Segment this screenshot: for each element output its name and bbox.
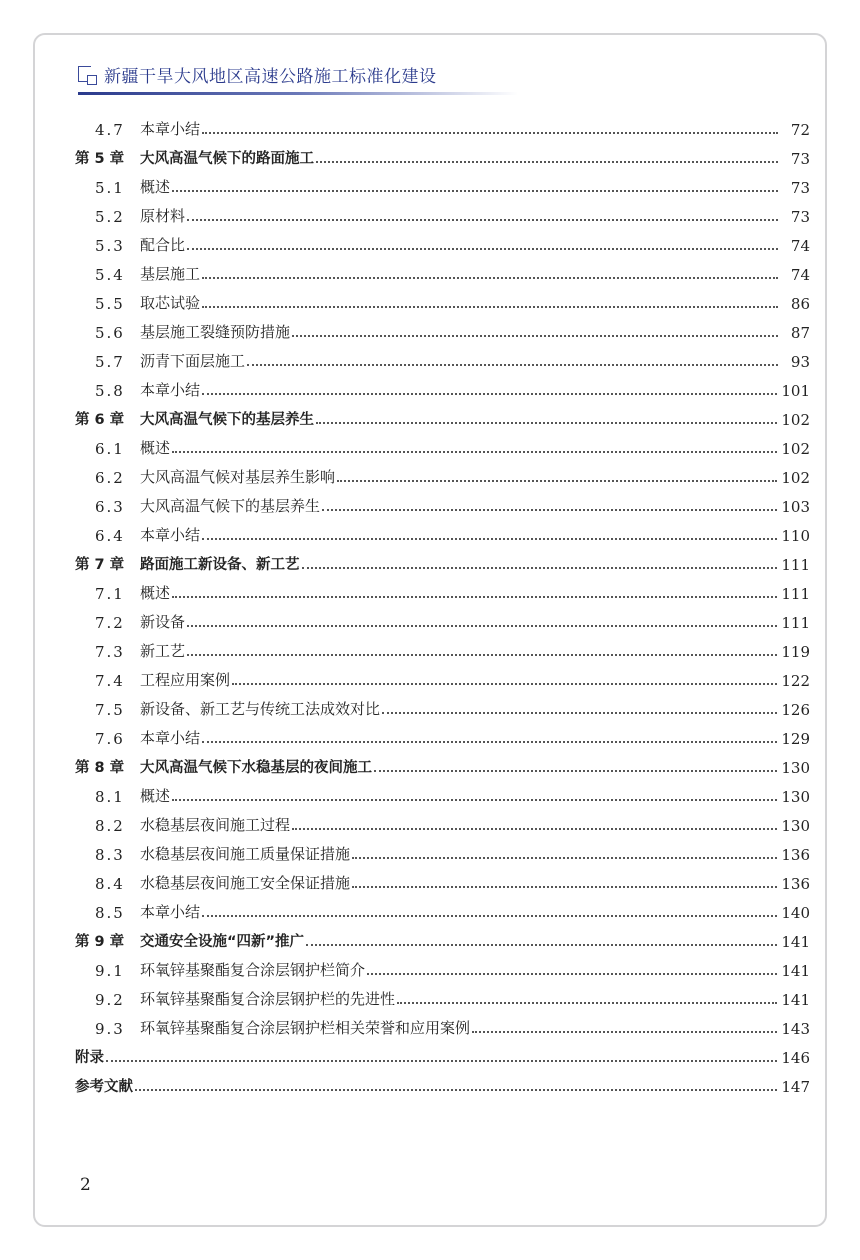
entry-number: 6.1: [95, 440, 125, 458]
entry-page: 111: [781, 556, 810, 574]
toc-section-entry: [75, 458, 810, 487]
entry-page: 126: [781, 701, 810, 719]
entry-number: 7.1: [95, 585, 125, 603]
entry-title: 大风高温气候下的基层养生: [140, 497, 321, 515]
dot-leader: [202, 741, 777, 743]
entry-number: 第 7 章: [75, 557, 125, 573]
toc-chapter-entry: [75, 400, 810, 429]
entry-title: 本章小结: [140, 526, 201, 544]
entry-page: 140: [781, 904, 810, 922]
entry-page: 122: [781, 672, 810, 690]
toc-chapter-entry: [75, 748, 810, 777]
entry-page: 102: [781, 469, 810, 487]
entry-title: 概述: [140, 178, 171, 196]
entry-title: 水稳基层夜间施工质量保证措施: [140, 845, 351, 863]
entry-page: 102: [781, 440, 810, 458]
entry-title: 新设备: [140, 613, 186, 631]
toc-section-entry: [75, 951, 810, 980]
dot-leader: [302, 567, 778, 569]
entry-title: 大风高温气候对基层养生影响: [140, 468, 336, 486]
page-number: 2: [80, 1175, 91, 1195]
entry-page: 136: [781, 875, 810, 893]
dot-leader: [247, 364, 778, 366]
header-rule: [78, 92, 518, 95]
entry-number: 5.2: [95, 208, 125, 226]
entry-page: 146: [781, 1049, 810, 1067]
entry-number: 5.4: [95, 266, 125, 284]
dot-leader: [172, 799, 777, 801]
entry-page: 93: [790, 353, 810, 371]
entry-number: 7.4: [95, 672, 125, 690]
toc-section-entry: [75, 864, 810, 893]
entry-title: 交通安全设施“四新”推广: [140, 934, 305, 950]
entry-title: 新设备、新工艺与传统工法成效对比: [140, 700, 381, 718]
toc-section-entry: [75, 835, 810, 864]
dot-leader: [472, 1031, 777, 1033]
toc-section-entry: [75, 487, 810, 516]
entry-page: 130: [781, 817, 810, 835]
dot-leader: [187, 219, 778, 221]
entry-page: 74: [790, 266, 810, 284]
entry-number: 7.3: [95, 643, 125, 661]
dot-leader: [135, 1089, 777, 1091]
dot-leader: [292, 828, 777, 830]
entry-title: 参考文献: [75, 1079, 133, 1095]
entry-number: 6.2: [95, 469, 125, 487]
toc-section-entry: [75, 255, 810, 284]
entry-title: 环氧锌基聚酯复合涂层钢护栏简介: [140, 961, 366, 979]
dot-leader: [202, 277, 778, 279]
entry-title: 基层施工: [140, 265, 201, 283]
toc-section-entry: [75, 574, 810, 603]
dot-leader: [316, 422, 777, 424]
entry-title: 概述: [140, 787, 171, 805]
entry-number: 6.3: [95, 498, 125, 516]
entry-number: 5.5: [95, 295, 125, 313]
entry-number: 9.2: [95, 991, 125, 1009]
toc-chapter-entry: [75, 922, 810, 951]
entry-number: 4.7: [95, 121, 125, 139]
entry-page: 86: [790, 295, 810, 313]
entry-page: 141: [781, 962, 810, 980]
table-of-contents: [75, 110, 810, 1096]
entry-number: 5.6: [95, 324, 125, 342]
dot-leader: [187, 625, 777, 627]
entry-page: 72: [790, 121, 810, 139]
toc-section-entry: [75, 429, 810, 458]
dot-leader: [352, 886, 777, 888]
entry-page: 74: [790, 237, 810, 255]
entry-page: 73: [790, 208, 810, 226]
dot-leader: [106, 1060, 777, 1062]
entry-page: 102: [781, 411, 810, 429]
entry-page: 141: [781, 991, 810, 1009]
entry-number: 8.5: [95, 904, 125, 922]
toc-section-entry: [75, 632, 810, 661]
entry-title: 附录: [75, 1050, 104, 1066]
toc-chapter-entry: [75, 1067, 810, 1096]
entry-page: 129: [781, 730, 810, 748]
entry-title: 本章小结: [140, 381, 201, 399]
entry-title: 环氧锌基聚酯复合涂层钢护栏的先进性: [140, 990, 396, 1008]
entry-title: 工程应用案例: [140, 671, 231, 689]
entry-title: 大风高温气候下的基层养生: [140, 412, 314, 428]
entry-page: 103: [781, 498, 810, 516]
entry-page: 111: [781, 585, 810, 603]
entry-page: 111: [781, 614, 810, 632]
entry-number: 8.2: [95, 817, 125, 835]
entry-number: 8.3: [95, 846, 125, 864]
toc-section-entry: [75, 1009, 810, 1038]
entry-number: 第 6 章: [75, 412, 125, 428]
dot-leader: [292, 335, 778, 337]
entry-title: 原材料: [140, 207, 186, 225]
dot-leader: [316, 161, 778, 163]
entry-title: 大风高温气候下的路面施工: [140, 151, 314, 167]
entry-page: 73: [790, 150, 810, 168]
toc-section-entry: [75, 893, 810, 922]
entry-number: 9.3: [95, 1020, 125, 1038]
toc-section-entry: [75, 777, 810, 806]
entry-number: 6.4: [95, 527, 125, 545]
entry-page: 141: [781, 933, 810, 951]
entry-number: 9.1: [95, 962, 125, 980]
toc-chapter-entry: [75, 1038, 810, 1067]
entry-title: 本章小结: [140, 120, 201, 138]
toc-section-entry: [75, 226, 810, 255]
dot-leader: [172, 451, 777, 453]
toc-section-entry: [75, 603, 810, 632]
entry-number: 5.3: [95, 237, 125, 255]
entry-page: 143: [781, 1020, 810, 1038]
toc-section-entry: [75, 197, 810, 226]
dot-leader: [374, 770, 777, 772]
toc-section-entry: [75, 371, 810, 400]
entry-title: 大风高温气候下水稳基层的夜间施工: [140, 760, 372, 776]
entry-page: 87: [790, 324, 810, 342]
entry-title: 基层施工裂缝预防措施: [140, 323, 291, 341]
dot-leader: [187, 654, 777, 656]
dot-leader: [322, 509, 777, 511]
entry-title: 水稳基层夜间施工过程: [140, 816, 291, 834]
toc-section-entry: [75, 168, 810, 197]
dot-leader: [367, 973, 777, 975]
dot-leader: [172, 596, 777, 598]
entry-title: 路面施工新设备、新工艺: [140, 557, 300, 573]
entry-title: 环氧锌基聚酯复合涂层钢护栏相关荣誉和应用案例: [140, 1019, 471, 1037]
dot-leader: [172, 190, 778, 192]
toc-section-entry: [75, 661, 810, 690]
entry-number: 8.1: [95, 788, 125, 806]
toc-chapter-entry: [75, 139, 810, 168]
entry-page: 147: [781, 1078, 810, 1096]
toc-section-entry: [75, 516, 810, 545]
toc-section-entry: [75, 806, 810, 835]
entry-page: 130: [781, 788, 810, 806]
dot-leader: [202, 538, 777, 540]
toc-section-entry: [75, 719, 810, 748]
book-logo-icon: [78, 66, 96, 84]
dot-leader: [202, 915, 777, 917]
entry-number: 8.4: [95, 875, 125, 893]
entry-title: 新工艺: [140, 642, 186, 660]
entry-page: 110: [781, 527, 810, 545]
entry-number: 第 9 章: [75, 934, 125, 950]
dot-leader: [232, 683, 777, 685]
toc-section-entry: [75, 284, 810, 313]
dot-leader: [202, 132, 778, 134]
entry-title: 沥青下面层施工: [140, 352, 246, 370]
entry-number: 7.2: [95, 614, 125, 632]
entry-number: 5.8: [95, 382, 125, 400]
toc-chapter-entry: [75, 545, 810, 574]
entry-title: 配合比: [140, 236, 186, 254]
toc-section-entry: [75, 313, 810, 342]
dot-leader: [187, 248, 778, 250]
entry-title: 取芯试验: [140, 294, 201, 312]
entry-page: 130: [781, 759, 810, 777]
dot-leader: [352, 857, 777, 859]
entry-number: 7.6: [95, 730, 125, 748]
toc-section-entry: [75, 342, 810, 371]
entry-page: 73: [790, 179, 810, 197]
entry-title: 概述: [140, 439, 171, 457]
entry-number: 7.5: [95, 701, 125, 719]
entry-number: 5.7: [95, 353, 125, 371]
entry-number: 第 8 章: [75, 760, 125, 776]
toc-section-entry: [75, 690, 810, 719]
entry-page: 136: [781, 846, 810, 864]
dot-leader: [382, 712, 777, 714]
entry-title: 本章小结: [140, 729, 201, 747]
toc-section-entry: [75, 110, 810, 139]
dot-leader: [202, 393, 777, 395]
entry-title: 水稳基层夜间施工安全保证措施: [140, 874, 351, 892]
entry-title: 概述: [140, 584, 171, 602]
dot-leader: [202, 306, 778, 308]
running-header: [78, 62, 437, 87]
dot-leader: [306, 944, 777, 946]
toc-section-entry: [75, 980, 810, 1009]
dot-leader: [337, 480, 777, 482]
entry-title: 本章小结: [140, 903, 201, 921]
dot-leader: [397, 1002, 777, 1004]
entry-page: 119: [781, 643, 810, 661]
entry-page: 101: [781, 382, 810, 400]
book-title: 新疆干旱大风地区高速公路施工标准化建设: [104, 67, 437, 87]
entry-number: 第 5 章: [75, 151, 125, 167]
entry-number: 5.1: [95, 179, 125, 197]
